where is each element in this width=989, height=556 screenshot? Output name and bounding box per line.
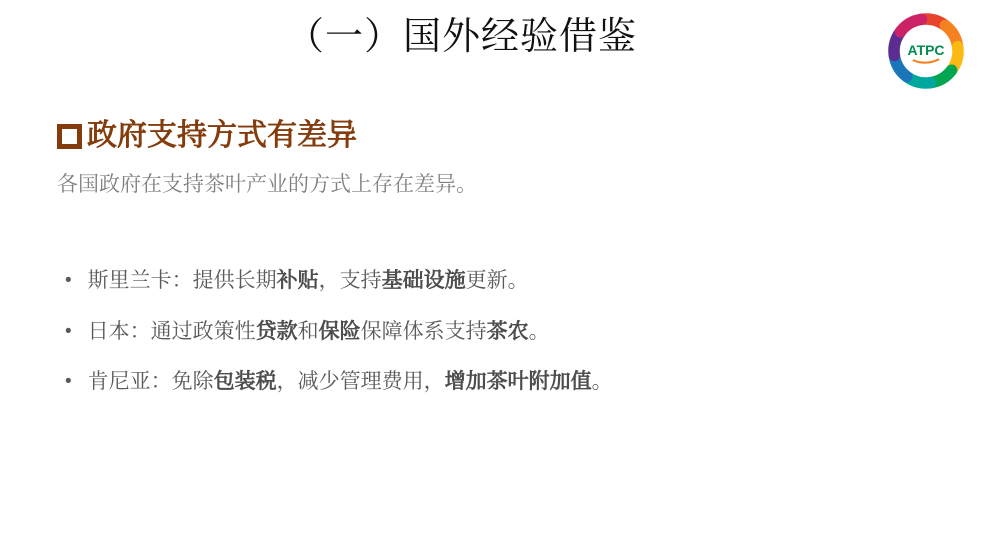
list-item bbox=[65, 317, 929, 346]
section-heading bbox=[57, 116, 929, 155]
square-bullet-icon bbox=[57, 124, 82, 149]
atpc-logo bbox=[885, 10, 967, 92]
bullet-text: 肯尼亚：免除包装税，减少管理费用，增加茶叶附加值。 bbox=[87, 370, 613, 394]
bullet-text: 斯里兰卡：提供长期补贴，支持基础设施更新。 bbox=[87, 269, 529, 293]
section-subtitle: 各国政府在支持茶叶产业的方式上存在差异。 bbox=[57, 173, 477, 196]
list-item bbox=[65, 266, 929, 295]
slide-body bbox=[57, 116, 929, 418]
page-title: （一）国外经验借鉴 bbox=[285, 16, 637, 58]
bullet-list bbox=[65, 266, 929, 396]
section-heading-text: 政府支持方式有差异 bbox=[87, 119, 357, 152]
list-item bbox=[65, 367, 929, 396]
bullet-marker-icon: • bbox=[65, 371, 72, 393]
bullet-marker-icon: • bbox=[65, 320, 72, 342]
logo-label: ATPC bbox=[907, 42, 945, 59]
bullet-text: 日本：通过政策性贷款和保险保障体系支持茶农。 bbox=[87, 319, 550, 343]
bullet-marker-icon: • bbox=[65, 270, 72, 292]
